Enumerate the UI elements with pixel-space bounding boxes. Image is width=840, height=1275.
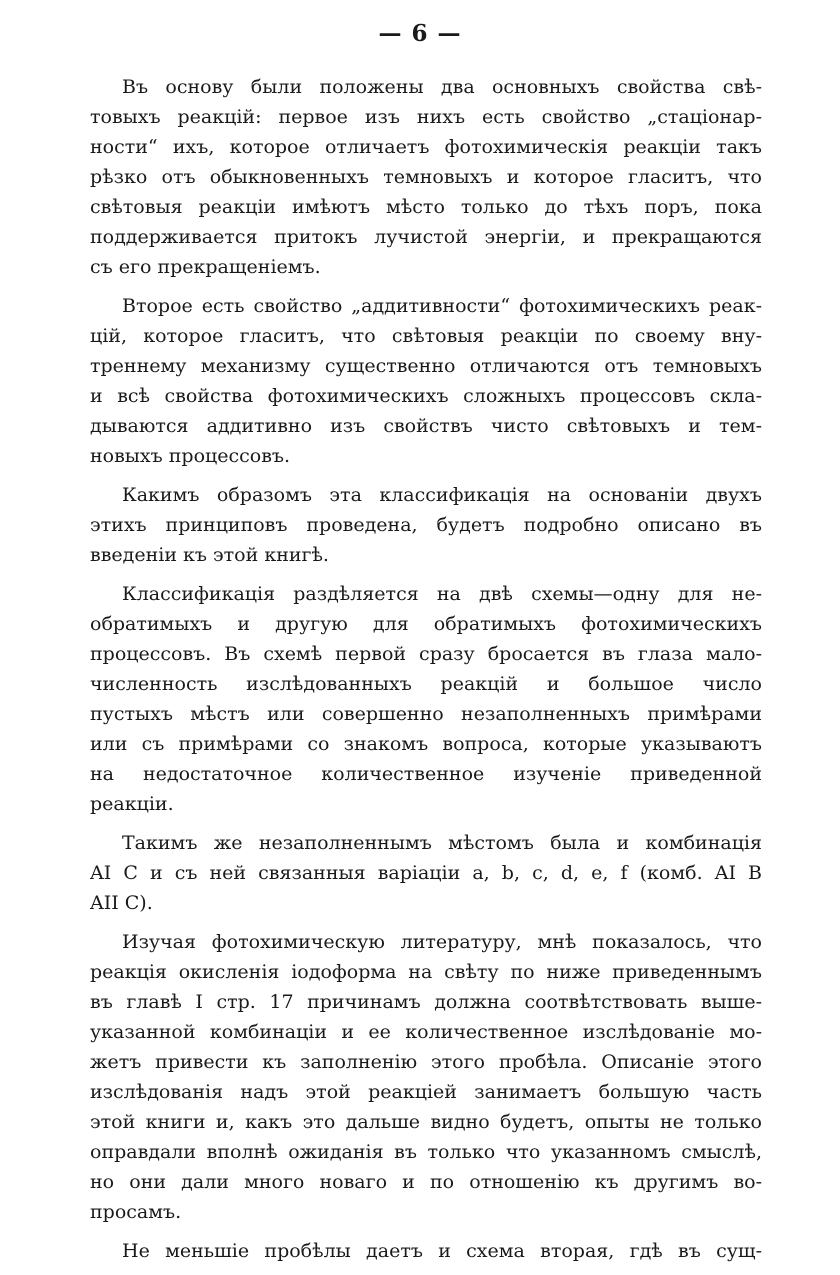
text-line: AII C). <box>90 892 153 914</box>
text-line: процессовъ. Въ схемѣ первой сразу бросается въ глаза мало- <box>90 643 762 665</box>
text-line: изслѣдованія надъ этой реакціей занимаетъ большую часть <box>90 1081 762 1103</box>
paragraph <box>90 927 762 1227</box>
text-line: этой книги и, какъ это дальше видно будетъ, опыты не только <box>90 1111 762 1133</box>
text-line: Въ основу были положены два основныхъ свойства свѣ- <box>122 76 762 98</box>
text-line: AI C и съ ней связанныя варіаціи a, b, c, d, e, f (комб. AI B <box>90 862 762 884</box>
text-line: свѣтовыя реакціи имѣютъ мѣсто только до тѣхъ поръ, пока <box>90 196 762 218</box>
text-line: оправдали вполнѣ ожиданія въ только что указанномъ смыслѣ, <box>90 1141 762 1163</box>
text-line: дываются аддитивно изъ свойствъ чисто свѣтовыхъ и тем- <box>90 415 762 437</box>
text-line: поддерживается притокъ лучистой энергіи, и прекращаются <box>90 226 762 248</box>
text-line: обратимыхъ и другую для обратимыхъ фотохимическихъ <box>90 613 762 635</box>
text-line: Изучая фотохимическую литературу, мнѣ показалось, что <box>122 931 762 953</box>
text-line: Второе есть свойство „аддитивности“ фотохимическихъ реак- <box>122 295 762 317</box>
text-line: съ его прекращеніемъ. <box>90 256 321 278</box>
paragraph <box>90 828 762 918</box>
text-line: или съ примѣрами со знакомъ вопроса, которые указываютъ <box>90 733 762 755</box>
text-line: указанной комбинаціи и ее количественное изслѣдованіе мо- <box>90 1021 762 1043</box>
text-line: численность изслѣдованныхъ реакцій и большое число <box>90 673 762 695</box>
body-text <box>90 72 762 1275</box>
paragraph <box>90 291 762 471</box>
text-line: цій, которое гласитъ, что свѣтовыя реакціи по своему вну- <box>90 325 762 347</box>
text-line: введеніи къ этой книгѣ. <box>90 544 329 566</box>
text-line: на недостаточное количественное изученіе приведенной <box>90 763 762 785</box>
text-line: товыхъ реакцій: первое изъ нихъ есть свойство „стаціонар- <box>90 106 762 128</box>
text-line: ности“ ихъ, которое отличаетъ фотохимическія реакціи такъ <box>90 136 762 158</box>
text-line: просамъ. <box>90 1201 182 1223</box>
text-line: Какимъ образомъ эта классификація на основаніи двухъ <box>122 484 762 506</box>
text-line: Не меньшіе пробѣлы даетъ и схема вторая, гдѣ въ сущ- <box>122 1240 762 1262</box>
text-line: реакціи. <box>90 793 174 815</box>
page-number: — 6 — <box>378 20 462 47</box>
text-line: треннему механизму существенно отличаются отъ темновыхъ <box>90 355 762 377</box>
text-line: этихъ принциповъ проведена, будетъ подробно описано въ <box>90 514 762 536</box>
text-line: реакція окисленія іодоформа на свѣту по ниже приведеннымъ <box>90 961 762 983</box>
text-line: жетъ привести къ заполненію этого пробѣла. Описаніе этого <box>90 1051 762 1073</box>
text-line: и всѣ свойства фотохимическихъ сложныхъ процессовъ скла- <box>90 385 762 407</box>
text-line: новыхъ процессовъ. <box>90 445 291 467</box>
paragraph <box>90 1236 762 1266</box>
text-line: Классификація раздѣляется на двѣ схемы—одну для не- <box>122 583 762 605</box>
text-line: Такимъ же незаполненнымъ мѣстомъ была и комбинація <box>122 832 762 854</box>
text-line: но они дали много новаго и по отношенію къ другимъ во- <box>90 1171 762 1193</box>
text-line: пустыхъ мѣстъ или совершенно незаполненныхъ примѣрами <box>90 703 762 725</box>
paragraph <box>90 579 762 819</box>
text-line: въ главѣ I стр. 17 причинамъ должна соотвѣтствовать выше- <box>90 991 762 1013</box>
text-line: рѣзко отъ обыкновенныхъ темновыхъ и которое гласитъ, что <box>90 166 762 188</box>
paragraph <box>90 480 762 570</box>
paragraph <box>90 72 762 282</box>
